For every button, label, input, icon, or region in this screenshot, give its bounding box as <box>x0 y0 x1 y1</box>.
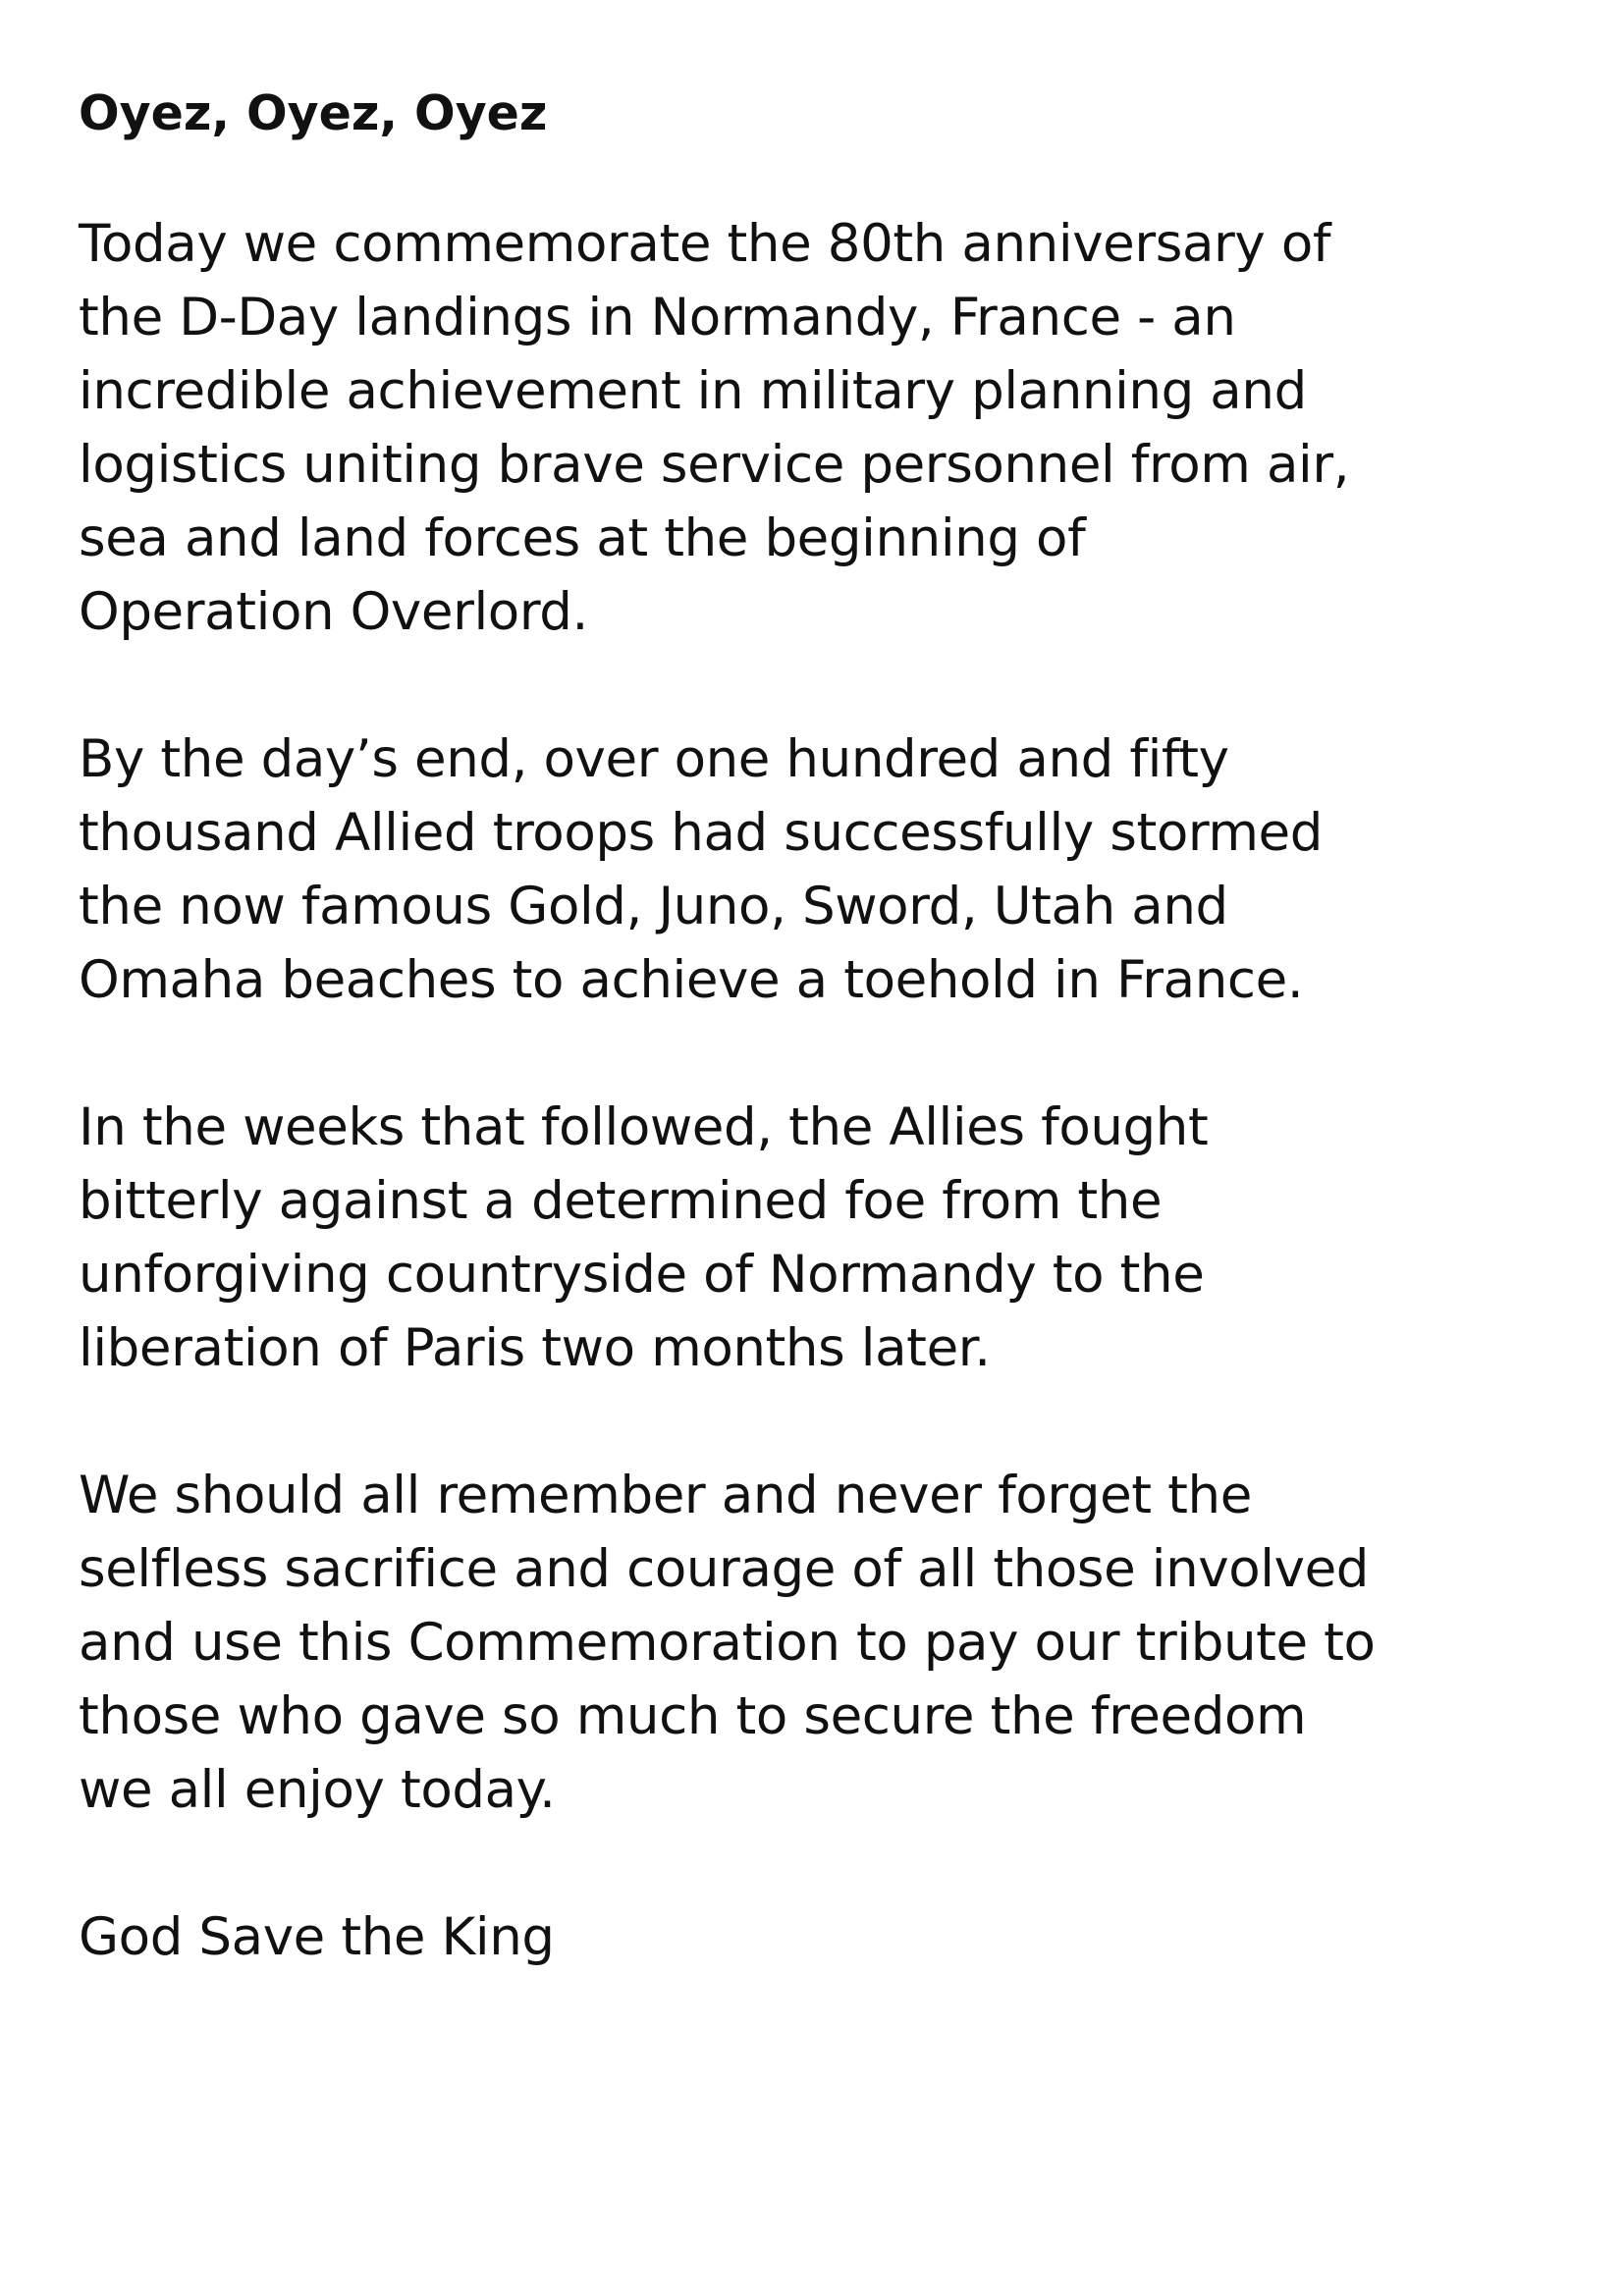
text-line: those who gave so much to secure the freedom <box>79 1686 1307 1746</box>
text-line: and use this Commemoration to pay our tribute to <box>79 1613 1376 1673</box>
text-line: Today we commemorate the 80th anniversary of <box>79 214 1331 274</box>
text-line: logistics uniting brave service personnel from air, <box>79 435 1350 495</box>
paragraph-beaches <box>79 722 1571 1017</box>
text-line: bitterly against a determined foe from the <box>79 1171 1163 1231</box>
text-line: Omaha beaches to achieve a toehold in France. <box>79 950 1304 1010</box>
text-line: Operation Overlord. <box>79 582 588 642</box>
document-body <box>79 82 1571 2048</box>
paragraph-liberation <box>79 1091 1571 1385</box>
text-line: the D-Day landings in Normandy, France - an <box>79 288 1236 347</box>
text-line: we all enjoy today. <box>79 1760 556 1820</box>
text-line: liberation of Paris two months later. <box>79 1318 991 1378</box>
text-line: incredible achievement in military planning and <box>79 361 1307 421</box>
paragraph-anniversary <box>79 207 1571 649</box>
text-line: selfless sacrifice and courage of all those involved <box>79 1539 1370 1599</box>
text-line: By the day’s end, over one hundred and fifty <box>79 729 1229 789</box>
text-line: God Save the King <box>79 1907 555 1967</box>
paragraph-remembrance <box>79 1459 1571 1827</box>
closing-line <box>79 1900 1571 1974</box>
proclamation-heading: Oyez, Oyez, Oyez <box>79 85 548 141</box>
text-line: unforgiving countryside of Normandy to the <box>79 1245 1205 1305</box>
text-line: thousand Allied troops had successfully stormed <box>79 803 1323 863</box>
text-line: We should all remember and never forget the <box>79 1466 1252 1525</box>
text-line: the now famous Gold, Juno, Sword, Utah and <box>79 877 1228 936</box>
text-line: In the weeks that followed, the Allies fought <box>79 1097 1209 1157</box>
text-line: sea and land forces at the beginning of <box>79 508 1086 568</box>
